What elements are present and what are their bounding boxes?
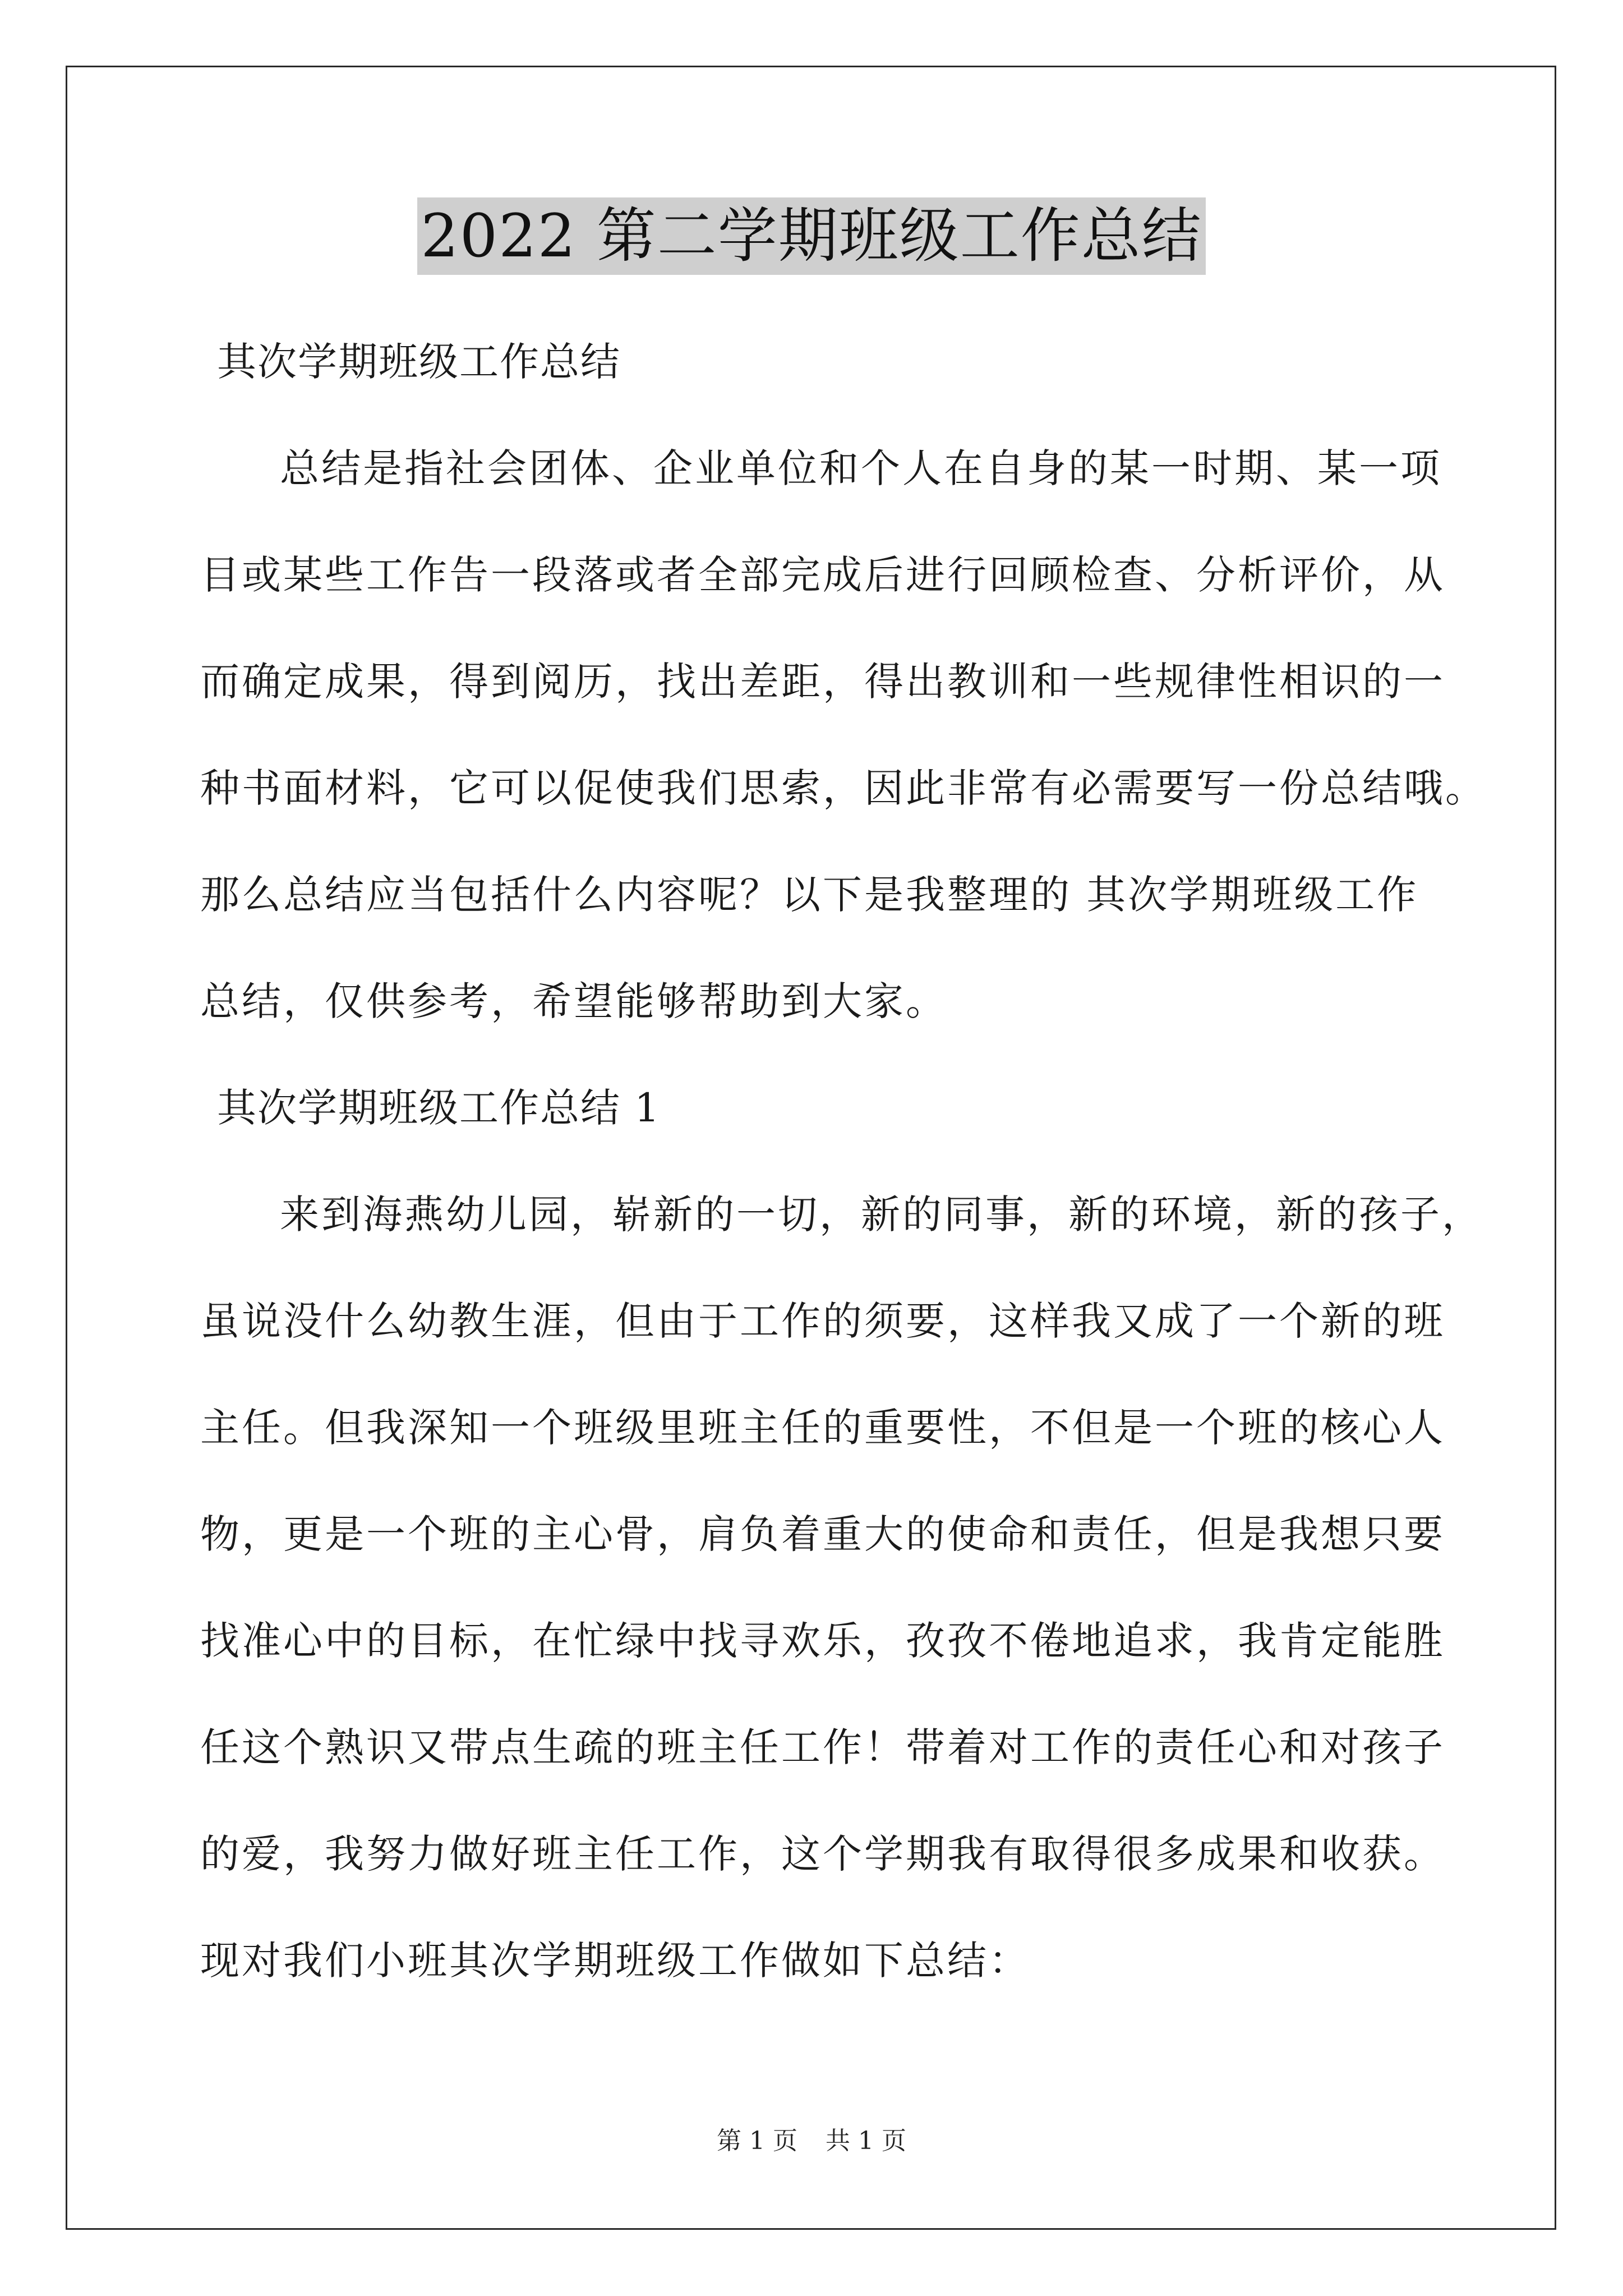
paragraph-line: 的爱，我努力做好班主任工作，这个学期我有取得很多成果和收获。 xyxy=(200,1831,1445,1877)
document-title: 2022 第二学期班级工作总结 xyxy=(417,197,1205,275)
paragraph-line: 来到海燕幼儿园，崭新的一切，新的同事，新的环境，新的孩子， xyxy=(280,1191,1483,1237)
paragraph-line: 那么总结应当包括什么内容呢？以下是我整理的 其次学期班级工作 xyxy=(200,872,1419,918)
paragraph-line: 种书面材料，它可以促使我们思索，因此非常有必需要写一份总结哦。 xyxy=(200,765,1487,811)
page-number: 第 1 页 xyxy=(717,2127,797,2155)
paragraph-line: 目或某些工作告一段落或者全部完成后进行回顾检查、分析评价，从 xyxy=(200,552,1445,598)
page-total: 共 1 页 xyxy=(826,2127,906,2155)
section-heading: 其次学期班级工作总结 xyxy=(217,339,621,385)
paragraph-line: 主任。但我深知一个班级里班主任的重要性，不但是一个班的核心人 xyxy=(200,1405,1445,1451)
paragraph-line: 找准心中的目标，在忙绿中找寻欢乐，孜孜不倦地追求，我肯定能胜 xyxy=(200,1618,1445,1664)
paragraph-line: 而确定成果，得到阅历，找出差距，得出教训和一些规律性相识的一 xyxy=(200,659,1445,705)
paragraph-line: 现对我们小班其次学期班级工作做如下总结： xyxy=(200,1938,1030,1984)
paragraph-line: 虽说没什么幼教生涯，但由于工作的须要，这样我又成了一个新的班 xyxy=(200,1298,1445,1344)
page-footer xyxy=(0,2120,1623,2156)
section-heading: 其次学期班级工作总结 1 xyxy=(217,1085,661,1131)
paragraph-line: 总结是指社会团体、企业单位和个人在自身的某一时期、某一项 xyxy=(280,445,1442,491)
document-body xyxy=(200,309,1487,2014)
title-container xyxy=(0,197,1623,275)
paragraph-line: 物，更是一个班的主心骨，肩负着重大的使命和责任，但是我想只要 xyxy=(200,1511,1445,1557)
paragraph-line: 任这个熟识又带点生疏的班主任工作！带着对工作的责任心和对孩子 xyxy=(200,1724,1445,1770)
paragraph-line: 总结，仅供参考，希望能够帮助到大家。 xyxy=(200,978,947,1024)
